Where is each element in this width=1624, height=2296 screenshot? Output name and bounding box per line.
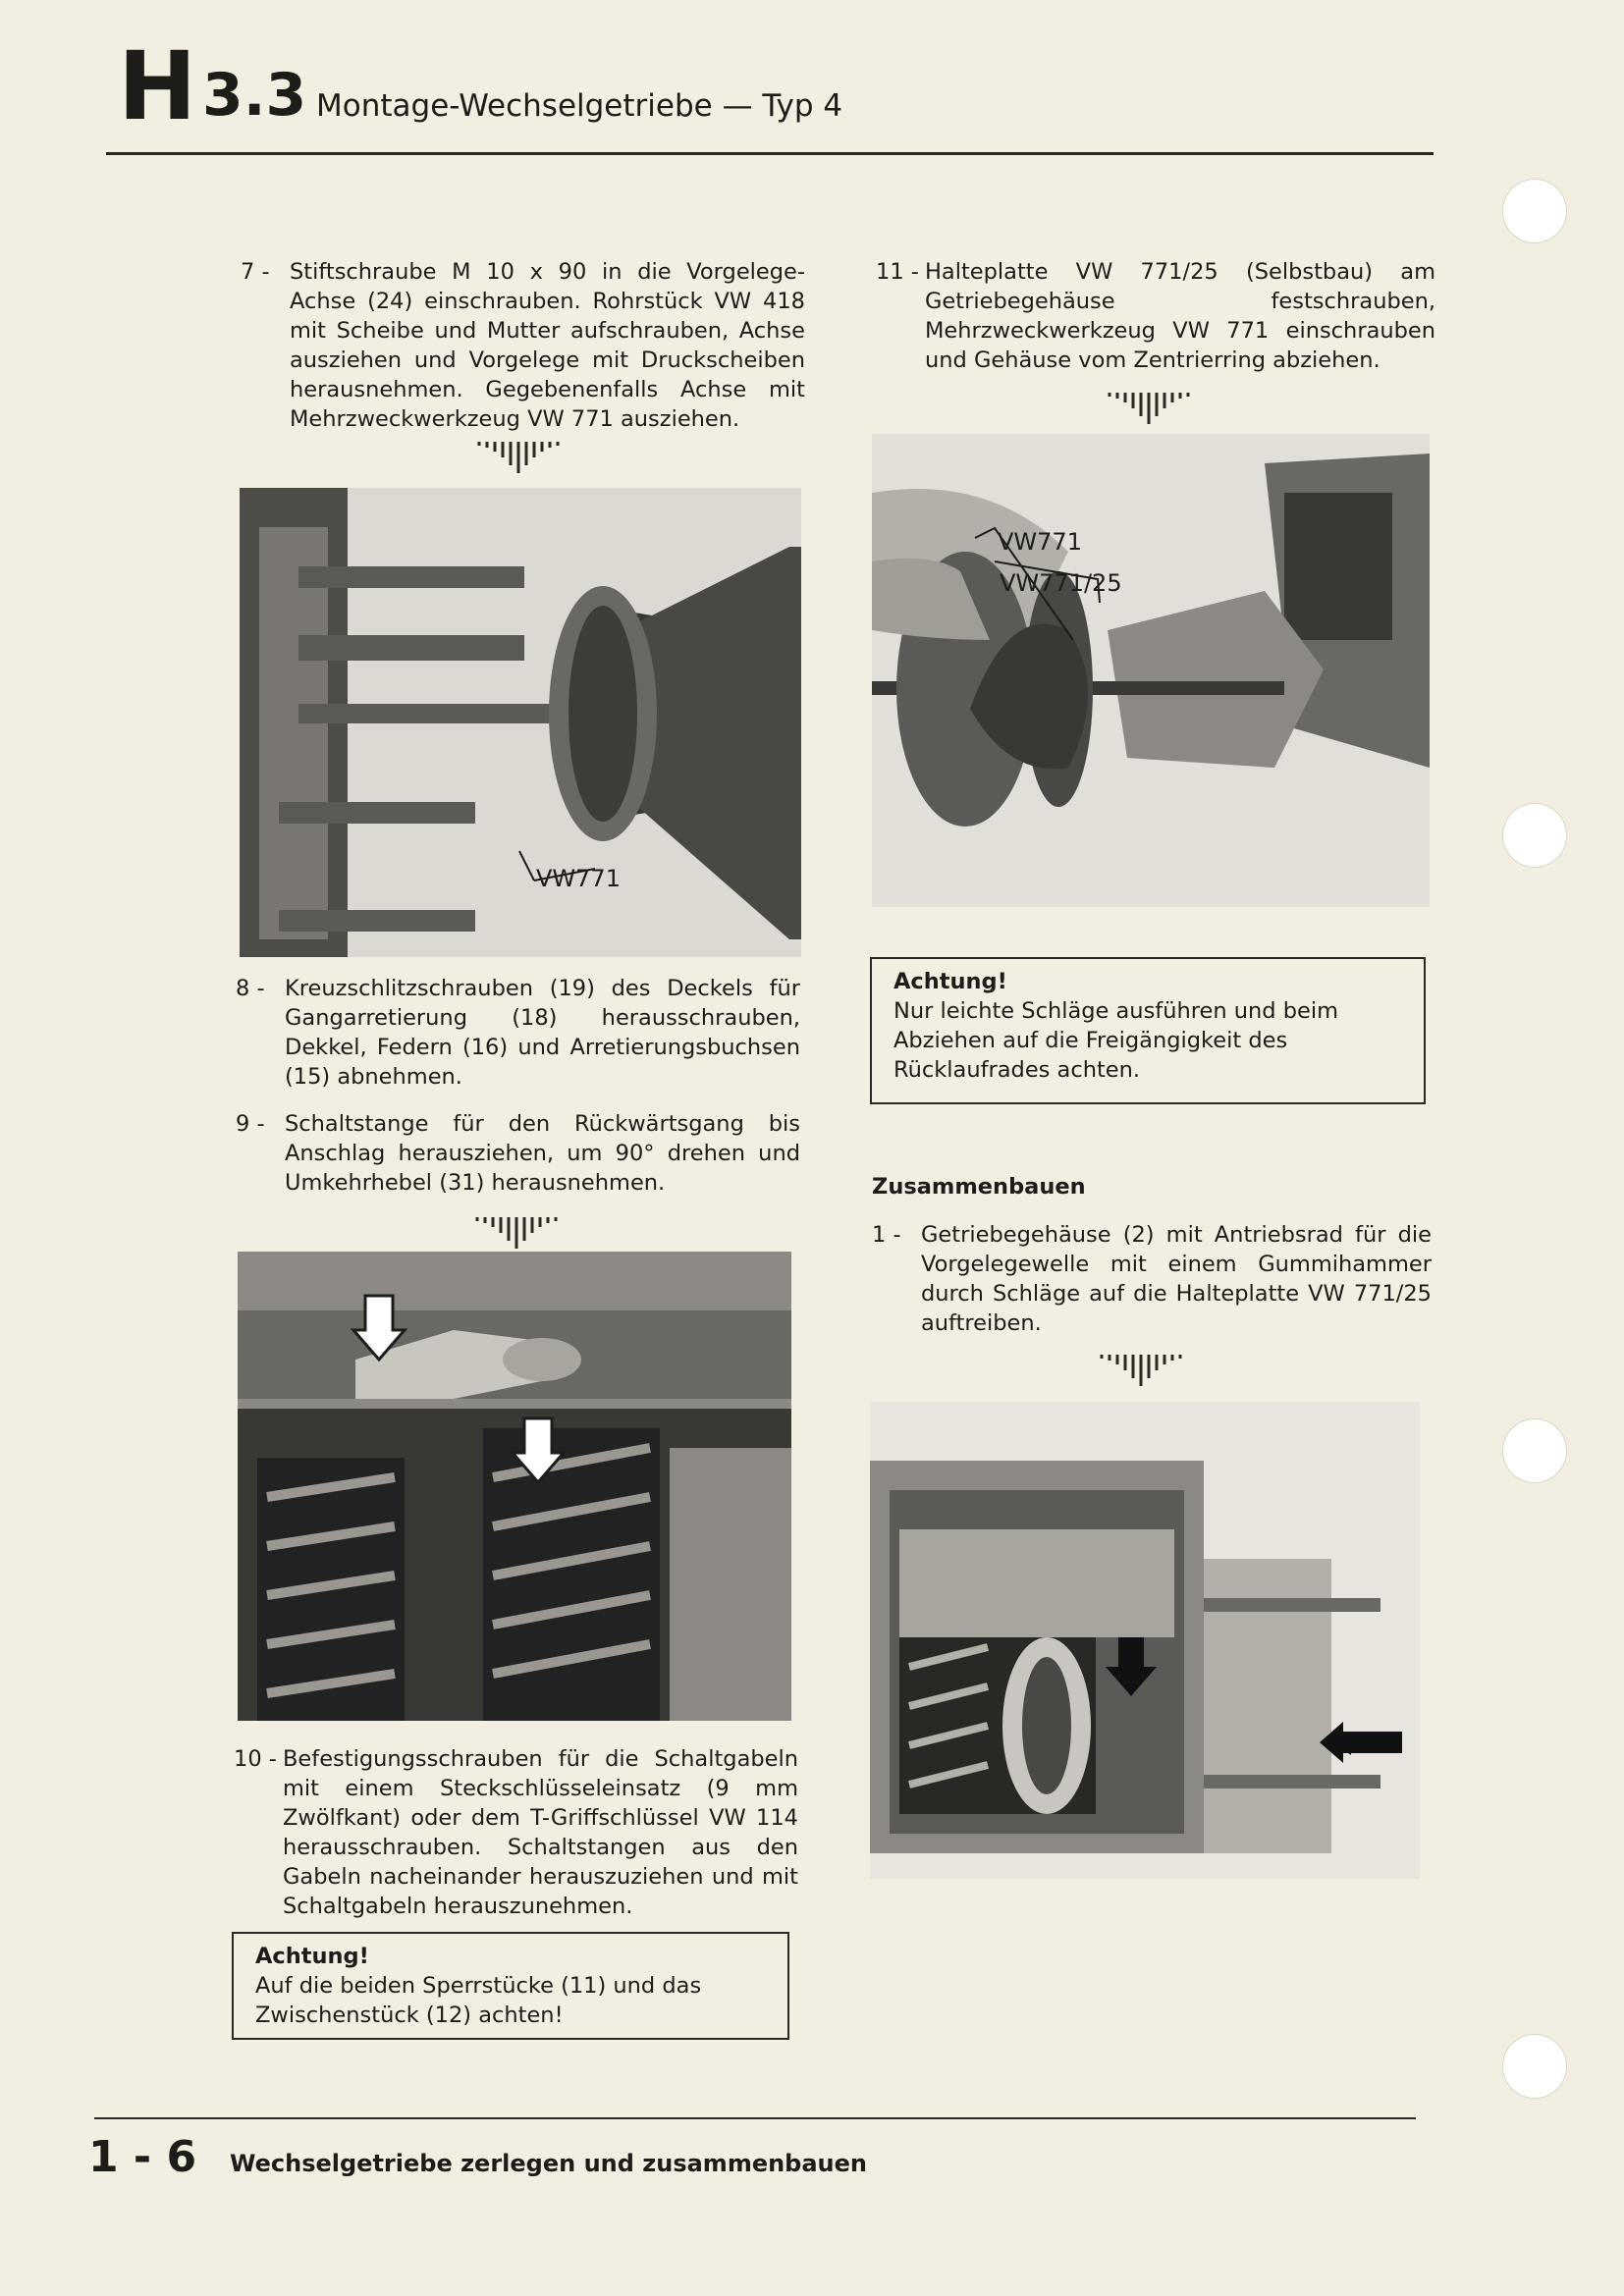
photo-label-vw771: VW771 xyxy=(998,528,1082,556)
caution-text: Auf die beiden Sperrstücke (11) und das Zwischenstück (12) achten! xyxy=(255,1973,702,2028)
assembly-step-1 xyxy=(872,1220,1432,1338)
step-text: Halteplatte VW 771/25 (Selbstbau) am Getriebegehäuse festschrauben, Mehrzweckwerkzeug VW 771 einschrauben und Gehäuse vom Zentrierring abziehen. xyxy=(925,259,1435,373)
photo-reverse-lever-gears xyxy=(238,1252,791,1721)
step-9 xyxy=(236,1109,800,1198)
step-text: Kreuzschlitzschrauben (19) des Deckels für Gangarretierung (18) herausschrauben, Dekkel, Federn (16) und Arretierungsbuchsen (15) abnehmen. xyxy=(285,976,800,1090)
caution-heading: Achtung! xyxy=(255,1944,369,1969)
step-10 xyxy=(234,1744,798,1921)
section-letter: H xyxy=(118,31,195,141)
photo-holding-plate-vw771-25 xyxy=(872,434,1430,907)
step-text: Befestigungsschrauben für die Schaltgabeln mit einem Steckschlüsseleinsatz (9 mm Zwölfkant) oder dem T-Griffschlüssel VW 114 herausschrauben. Schaltstangen aus den Gabeln nacheinander herauszuziehen und mit Schaltgabeln herauszunehmen. xyxy=(283,1746,798,1919)
step-number: 7 - xyxy=(241,259,270,285)
page-title: Montage-Wechselgetriebe — Typ 4 xyxy=(316,88,843,124)
step-11 xyxy=(876,257,1435,375)
punch-hole-lower-mid xyxy=(1502,1418,1567,1483)
step-number: 1 - xyxy=(872,1222,901,1248)
down-arrow-icon xyxy=(467,1213,569,1253)
down-arrow-icon xyxy=(1100,389,1202,428)
step-text: Schaltstange für den Rückwärtsgang bis Anschlag herausziehen, um 90° drehen und Umkehrhebel (31) herausnehmen. xyxy=(285,1111,800,1196)
footer-rule xyxy=(94,2117,1416,2119)
down-arrow-icon xyxy=(1092,1351,1194,1390)
section-number: 3.3 xyxy=(202,61,307,130)
step-text: Getriebegehäuse (2) mit Antriebsrad für die Vorgelegewelle mit einem Gummihammer durch Schläge auf die Halteplatte VW 771/25 auftreiben. xyxy=(921,1222,1432,1336)
step-number: 10 - xyxy=(234,1746,277,1772)
page-number: 1 - 6 xyxy=(88,2132,197,2182)
step-number: 8 - xyxy=(236,976,265,1001)
header-rule xyxy=(106,152,1434,155)
photo-tool-vw771-extract-axle xyxy=(240,488,801,957)
caution-heading: Achtung! xyxy=(893,969,1007,994)
caution-text: Nur leichte Schläge ausführen und beim Abziehen auf die Freigängigkeit des Rücklaufrades achten. xyxy=(893,998,1338,1083)
down-arrow-icon xyxy=(469,438,571,477)
step-number: 9 - xyxy=(236,1111,265,1137)
photo-gearbox-housing-assembly xyxy=(870,1402,1420,1879)
step-7 xyxy=(241,257,805,434)
assembly-heading: Zusammenbauen xyxy=(872,1174,1086,1200)
punch-hole-upper-mid xyxy=(1502,803,1567,868)
step-8 xyxy=(236,974,800,1092)
footer-title: Wechselgetriebe zerlegen und zusammenbauen xyxy=(230,2150,868,2177)
step-text: Stiftschraube M 10 x 90 in die Vorgelege-Achse (24) einschrauben. Rohrstück VW 418 mit Scheibe und Mutter aufschrauben, Achse ausziehen und Vorgelege mit Druckscheiben herausnehmen. Gegebenenfalls Achse mit Mehrzweckwerkzeug VW 771 ausziehen. xyxy=(290,259,805,432)
caution-note-light-blows xyxy=(870,957,1426,1104)
punch-hole-top xyxy=(1502,179,1567,243)
photo-label-vw771-25: VW771/25 xyxy=(1000,569,1122,597)
punch-hole-bottom xyxy=(1502,2034,1567,2099)
photo-label-vw771: VW771 xyxy=(536,865,621,892)
caution-note-locking-pieces xyxy=(232,1932,789,2040)
step-number: 11 - xyxy=(876,259,919,285)
